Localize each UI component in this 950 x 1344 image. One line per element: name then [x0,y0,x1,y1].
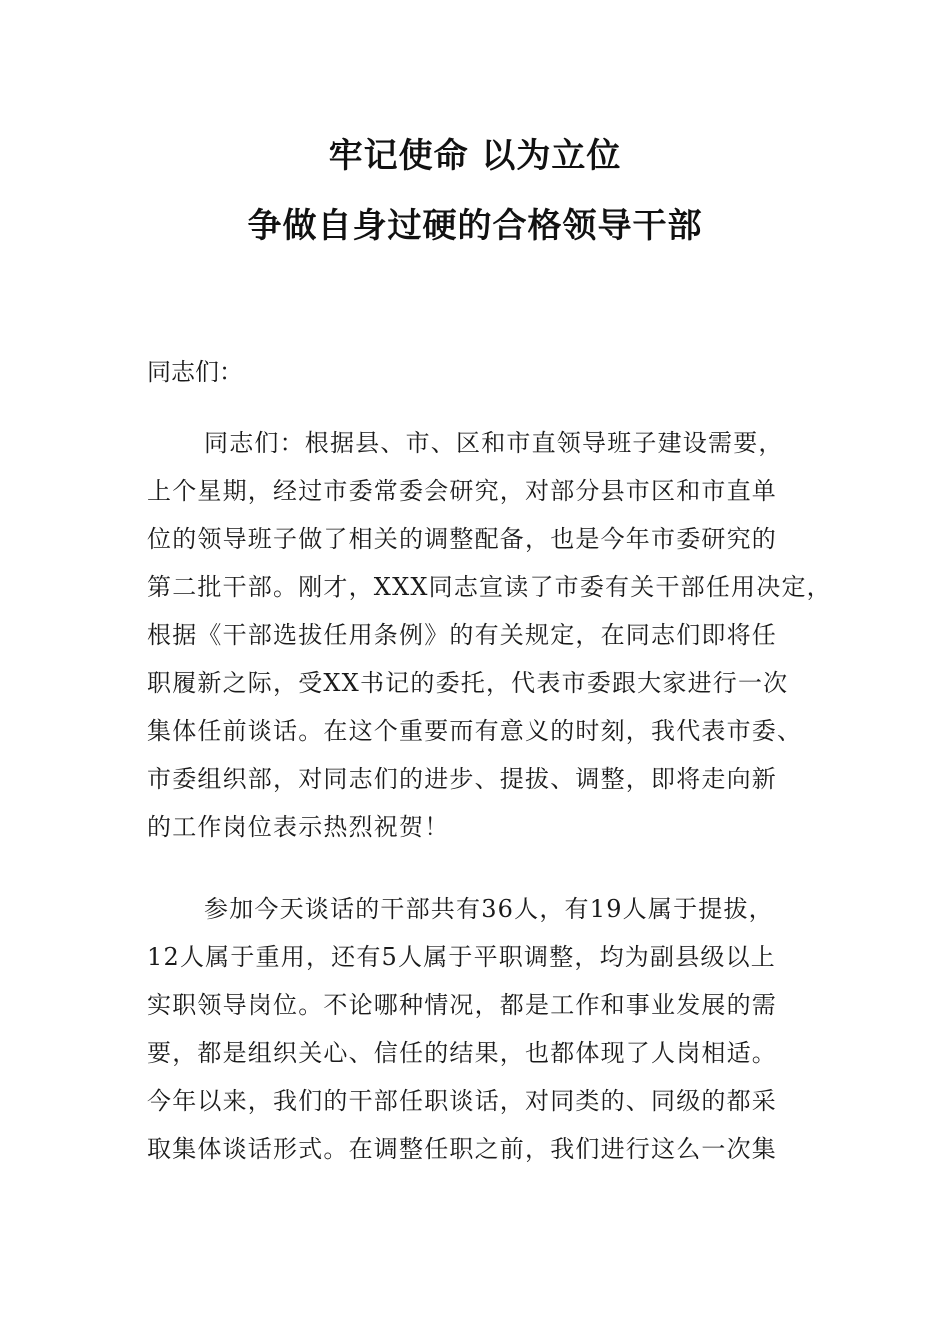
paragraph-2-line: 取集体谈话形式。在调整任职之前，我们进行这么一次集 [147,1135,777,1163]
paragraph-1-line: 职履新之际，受XX书记的委托，代表市委跟大家进行一次 [147,669,789,697]
paragraph-1-line: 的工作岗位表示热烈祝贺！ [147,813,450,841]
document-title-line-1: 牢记使命 以为立位 [328,136,622,176]
paragraph-2-line: 实职领导岗位。不论哪种情况，都是工作和事业发展的需 [147,991,777,1019]
paragraph-1-line: 市委组织部，对同志们的进步、提拔、调整，即将走向新 [147,765,777,793]
paragraph-1-line: 位的领导班子做了相关的调整配备，也是今年市委研究的 [147,525,777,553]
paragraph-2-line: 12人属于重用，还有5人属于平职调整，均为副县级以上 [147,943,777,971]
document-title-line-2: 争做自身过硬的合格领导干部 [247,206,703,246]
paragraph-1-line: 根据《干部选拔任用条例》的有关规定，在同志们即将任 [147,621,777,649]
paragraph-1-line: 集体任前谈话。在这个重要而有意义的时刻，我代表市委、 [147,717,803,745]
paragraph-2-line: 要，都是组织关心、信任的结果，也都体现了人岗相适。 [147,1039,777,1067]
paragraph-2-line: 参加今天谈话的干部共有36人，有19人属于提拔， [204,895,774,923]
paragraph-2-line: 今年以来，我们的干部任职谈话，对同类的、同级的都采 [147,1087,777,1115]
paragraph-1-line: 同志们：根据县、市、区和市直领导班子建设需要， [204,429,784,457]
salutation: 同志们： [147,358,243,386]
paragraph-1-line: 上个星期，经过市委常委会研究，对部分县市区和市直单 [147,477,777,505]
paragraph-1-line: 第二批干部。刚才，XXX同志宣读了市委有关干部任用决定， [147,573,832,601]
